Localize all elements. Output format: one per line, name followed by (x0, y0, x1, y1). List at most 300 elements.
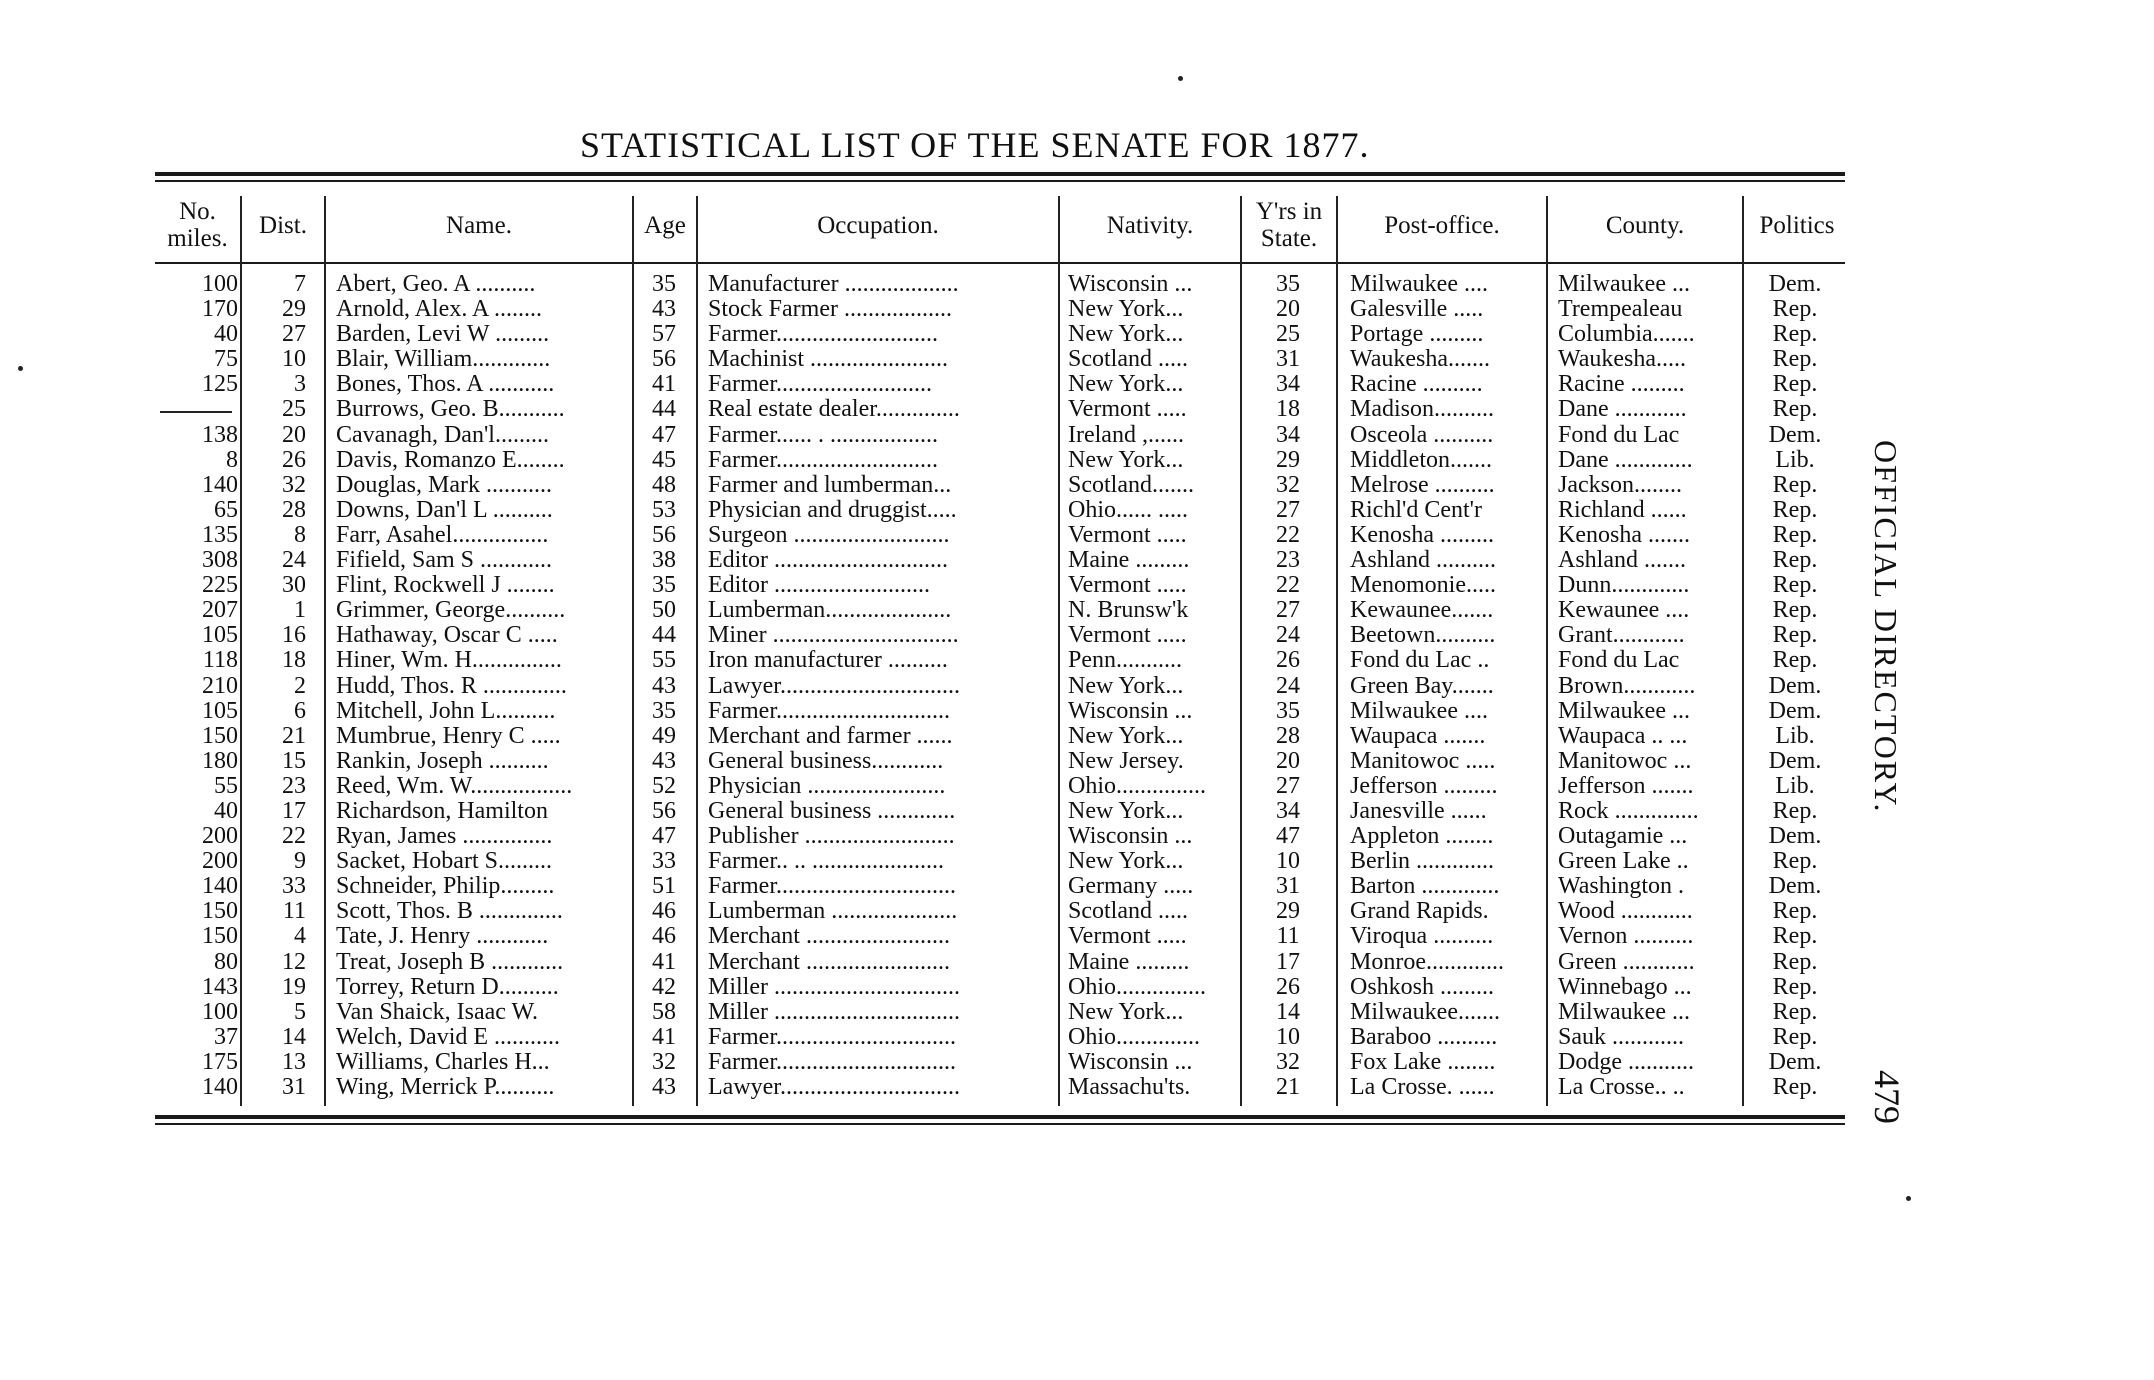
cell-occupation: Real estate dealer.............. (708, 397, 960, 423)
cell-name: Blair, William............. (336, 347, 551, 373)
table-row (0, 824, 1880, 849)
cell-county: Ashland ....... (1558, 548, 1686, 574)
cell-occupation: Miner ............................... (708, 623, 959, 649)
cell-miles: 207 (202, 598, 238, 624)
top-rule-thin (155, 180, 1845, 182)
cell-occupation: Machinist ....................... (708, 347, 948, 373)
cell-dist: 25 (282, 397, 306, 423)
cell-name: Treat, Joseph B ............ (336, 949, 564, 975)
cell-county: Winnebago ... (1558, 974, 1692, 1000)
cell-age: 44 (652, 623, 676, 649)
cell-name: Hudd, Thos. R .............. (336, 673, 567, 699)
cell-name: Flint, Rockwell J ........ (336, 573, 555, 599)
cell-nativity: Vermont ..... (1068, 397, 1187, 423)
cell-years-in-state: 26 (1276, 974, 1300, 1000)
header-miles: No. miles. (167, 198, 228, 252)
cell-post-office: Galesville ..... (1350, 297, 1484, 323)
cell-politics: Rep. (1772, 1024, 1818, 1050)
cell-dist: 16 (282, 623, 306, 649)
cell-occupation: Publisher ......................... (708, 824, 955, 850)
cell-name: Farr, Asahel................ (336, 522, 549, 548)
cell-dist: 9 (294, 849, 306, 875)
cell-age: 56 (652, 347, 676, 373)
cell-years-in-state: 14 (1276, 999, 1300, 1025)
cell-years-in-state: 20 (1276, 748, 1300, 774)
cell-miles: 40 (214, 798, 238, 824)
header-dist: Dist. (259, 211, 307, 239)
cell-name: Sacket, Hobart S......... (336, 849, 552, 875)
cell-name: Fifield, Sam S ............ (336, 548, 553, 574)
cell-county: Columbia....... (1558, 322, 1695, 348)
cell-politics: Rep. (1772, 297, 1818, 323)
cell-years-in-state: 27 (1276, 773, 1300, 799)
senate-table-body (0, 272, 1880, 1100)
cell-nativity: Ireland ,...... (1068, 422, 1184, 448)
cell-dist: 10 (282, 347, 306, 373)
cell-post-office: Manitowoc ..... (1350, 748, 1496, 774)
cell-county: Sauk ............ (1558, 1024, 1684, 1050)
cell-post-office: Menomonie..... (1350, 573, 1496, 599)
cell-post-office: Milwaukee .... (1350, 698, 1488, 724)
cell-politics: Dem. (1768, 1049, 1822, 1075)
cell-politics: Rep. (1772, 924, 1818, 950)
table-row (0, 699, 1880, 724)
print-speck (1906, 1196, 1911, 1201)
cell-occupation: Stock Farmer .................. (708, 297, 952, 323)
cell-miles: 40 (214, 322, 238, 348)
cell-post-office: Barton ............. (1350, 874, 1500, 900)
cell-dist: 3 (294, 372, 306, 398)
cell-politics: Rep. (1772, 472, 1818, 498)
cell-years-in-state: 27 (1276, 598, 1300, 624)
cell-county: Milwaukee ... (1558, 272, 1690, 297)
cell-name: Richardson, Hamilton (336, 798, 548, 824)
cell-occupation: Farmer...... . .................. (708, 422, 938, 448)
cell-dist: 33 (282, 874, 306, 900)
cell-politics: Rep. (1772, 899, 1818, 925)
table-row (0, 423, 1880, 448)
cell-politics: Lib. (1775, 773, 1815, 799)
cell-county: Dunn............. (1558, 573, 1690, 599)
cell-nativity: Ohio............... (1068, 974, 1206, 1000)
cell-county: Green Lake .. (1558, 849, 1689, 875)
cell-dist: 7 (294, 272, 306, 297)
cell-name: Van Shaick, Isaac W. (336, 999, 538, 1025)
print-speck (18, 366, 23, 371)
cell-occupation: Lumberman ..................... (708, 899, 958, 925)
cell-post-office: Milwaukee .... (1350, 272, 1488, 297)
cell-age: 48 (652, 472, 676, 498)
header-name: Name. (446, 211, 512, 239)
cell-occupation: Farmer............................. (708, 698, 950, 724)
cell-nativity: New Jersey. (1068, 748, 1184, 774)
cell-miles: 118 (202, 648, 238, 674)
cell-dist: 30 (282, 573, 306, 599)
cell-age: 43 (652, 748, 676, 774)
cell-years-in-state: 24 (1276, 623, 1300, 649)
cell-age: 45 (652, 447, 676, 473)
cell-nativity: Vermont ..... (1068, 623, 1187, 649)
header-occupation: Occupation. (817, 211, 939, 239)
cell-county: Dodge ........... (1558, 1049, 1694, 1075)
cell-nativity: Vermont ..... (1068, 573, 1187, 599)
cell-dist: 6 (294, 698, 306, 724)
cell-politics: Rep. (1772, 372, 1818, 398)
cell-post-office: Waukesha....... (1350, 347, 1491, 373)
cell-miles: 180 (202, 748, 238, 774)
cell-politics: Lib. (1775, 723, 1815, 749)
cell-dist: 20 (282, 422, 306, 448)
cell-post-office: Kewaunee....... (1350, 598, 1494, 624)
cell-name: Rankin, Joseph .......... (336, 748, 549, 774)
cell-miles: 308 (202, 548, 238, 574)
cell-miles: 210 (202, 673, 238, 699)
cell-dist: 2 (294, 673, 306, 699)
cell-name: Burrows, Geo. B........... (336, 397, 565, 423)
cell-miles: 170 (202, 297, 238, 323)
cell-name: Hathaway, Oscar C ..... (336, 623, 558, 649)
cell-miles: 125 (202, 372, 238, 398)
cell-miles: 225 (202, 573, 238, 599)
cell-age: 51 (652, 874, 676, 900)
cell-county: Manitowoc ... (1558, 748, 1692, 774)
cell-post-office: Beetown.......... (1350, 623, 1496, 649)
cell-post-office: Milwaukee....... (1350, 999, 1500, 1025)
cell-nativity: Scotland ..... (1068, 347, 1188, 373)
cell-occupation: Farmer.............................. (708, 1024, 956, 1050)
cell-name: Arnold, Alex. A ........ (336, 297, 543, 323)
cell-name: Mitchell, John L.......... (336, 698, 556, 724)
cell-county: Waukesha..... (1558, 347, 1687, 373)
cell-name: Scott, Thos. B .............. (336, 899, 563, 925)
cell-county: Jefferson ....... (1558, 773, 1694, 799)
cell-years-in-state: 22 (1276, 573, 1300, 599)
cell-years-in-state: 21 (1276, 1075, 1300, 1100)
header-rule (155, 262, 1845, 264)
cell-occupation: Farmer........................... (708, 447, 938, 473)
table-row (0, 799, 1880, 824)
cell-years-in-state: 28 (1276, 723, 1300, 749)
table-row (0, 899, 1880, 924)
header-years-in-state: Y'rs in State. (1255, 198, 1323, 252)
cell-age: 32 (652, 1049, 676, 1075)
cell-name: Downs, Dan'l L .......... (336, 497, 553, 523)
cell-nativity: New York... (1068, 447, 1184, 473)
cell-occupation: Merchant ........................ (708, 949, 950, 975)
cell-miles: 150 (202, 924, 238, 950)
cell-age: 49 (652, 723, 676, 749)
cell-post-office: Oshkosh ......... (1350, 974, 1495, 1000)
cell-occupation: Iron manufacturer .......... (708, 648, 948, 674)
page-title: STATISTICAL LIST OF THE SENATE FOR 1877. (580, 125, 1370, 165)
cell-county: Milwaukee ... (1558, 698, 1690, 724)
cell-county: Jackson........ (1558, 472, 1682, 498)
table-row (0, 623, 1880, 648)
cell-county: Vernon .......... (1558, 924, 1694, 950)
cell-miles: 175 (202, 1049, 238, 1075)
cell-age: 43 (652, 673, 676, 699)
table-row (0, 849, 1880, 874)
cell-miles: 140 (202, 472, 238, 498)
cell-nativity: New York... (1068, 322, 1184, 348)
cell-years-in-state: 22 (1276, 522, 1300, 548)
cell-age: 53 (652, 497, 676, 523)
cell-post-office: Racine .......... (1350, 372, 1483, 398)
cell-county: Brown............ (1558, 673, 1696, 699)
cell-years-in-state: 18 (1276, 397, 1300, 423)
table-row (0, 322, 1880, 347)
cell-nativity: Massachu'ts. (1068, 1075, 1191, 1100)
cell-politics: Dem. (1768, 824, 1822, 850)
table-row (0, 774, 1880, 799)
cell-occupation: Farmer.. .. ...................... (708, 849, 944, 875)
cell-nativity: New York... (1068, 723, 1184, 749)
cell-county: Fond du Lac (1558, 648, 1680, 674)
cell-politics: Rep. (1772, 648, 1818, 674)
cell-age: 41 (652, 949, 676, 975)
side-heading: OFFICIAL DIRECTORY. (1868, 440, 1904, 814)
cell-name: Ryan, James ............... (336, 824, 553, 850)
cell-nativity: New York... (1068, 372, 1184, 398)
cell-years-in-state: 34 (1276, 798, 1300, 824)
cell-miles: 200 (202, 849, 238, 875)
cell-nativity: Maine ......... (1068, 949, 1190, 975)
table-row (0, 397, 1880, 422)
table-row (0, 1000, 1880, 1025)
cell-years-in-state: 27 (1276, 497, 1300, 523)
cell-occupation: Farmer.............................. (708, 1049, 956, 1075)
cell-name: Barden, Levi W ......... (336, 322, 550, 348)
cell-years-in-state: 32 (1276, 472, 1300, 498)
cell-nativity: N. Brunsw'k (1068, 598, 1189, 624)
cell-dist: 1 (294, 598, 306, 624)
cell-years-in-state: 31 (1276, 347, 1300, 373)
table-row (0, 473, 1880, 498)
cell-politics: Dem. (1768, 698, 1822, 724)
cell-age: 35 (652, 272, 676, 297)
cell-miles: 150 (202, 723, 238, 749)
cell-miles: 100 (202, 272, 238, 297)
cell-age: 56 (652, 522, 676, 548)
cell-county: Milwaukee ... (1558, 999, 1690, 1025)
cell-nativity: Wisconsin ... (1068, 272, 1193, 297)
cell-years-in-state: 34 (1276, 372, 1300, 398)
cell-county: Waupaca .. ... (1558, 723, 1688, 749)
cell-post-office: Monroe............. (1350, 949, 1504, 975)
table-row (0, 297, 1880, 322)
cell-name: Torrey, Return D.......... (336, 974, 559, 1000)
cell-name: Mumbrue, Henry C ..... (336, 723, 561, 749)
cell-years-in-state: 26 (1276, 648, 1300, 674)
cell-county: Kewaunee .... (1558, 598, 1690, 624)
cell-miles: 140 (202, 1075, 238, 1100)
cell-nativity: Scotland ..... (1068, 899, 1188, 925)
cell-age: 35 (652, 573, 676, 599)
cell-occupation: Manufacturer ................... (708, 272, 959, 297)
cell-dist: 4 (294, 924, 306, 950)
cell-occupation: Physician and druggist..... (708, 497, 957, 523)
cell-post-office: Richl'd Cent'r (1350, 497, 1482, 523)
cell-nativity: Ohio...... ..... (1068, 497, 1188, 523)
table-row (0, 1050, 1880, 1075)
top-rule-thick (155, 172, 1845, 176)
cell-name: Welch, David E ........... (336, 1024, 561, 1050)
cell-age: 35 (652, 698, 676, 724)
cell-occupation: Farmer.............................. (708, 874, 956, 900)
cell-county: Outagamie ... (1558, 824, 1688, 850)
cell-occupation: Physician ....................... (708, 773, 946, 799)
cell-name: Williams, Charles H... (336, 1049, 550, 1075)
page-number: 479 (1867, 1070, 1907, 1124)
print-speck (1178, 76, 1183, 81)
cell-dist: 24 (282, 548, 306, 574)
table-row (0, 498, 1880, 523)
cell-name: Douglas, Mark ........... (336, 472, 552, 498)
table-row (0, 347, 1880, 372)
cell-miles: 138 (202, 422, 238, 448)
cell-years-in-state: 23 (1276, 548, 1300, 574)
cell-dist: 8 (294, 522, 306, 548)
cell-name: Schneider, Philip......... (336, 874, 555, 900)
cell-post-office: Middleton....... (1350, 447, 1492, 473)
cell-occupation: Merchant ........................ (708, 924, 950, 950)
cell-politics: Dem. (1768, 272, 1822, 297)
cell-nativity: Vermont ..... (1068, 522, 1187, 548)
cell-occupation: Lawyer.............................. (708, 673, 960, 699)
cell-nativity: Penn........... (1068, 648, 1182, 674)
cell-post-office: Melrose .......... (1350, 472, 1495, 498)
cell-occupation: Editor ............................. (708, 548, 948, 574)
table-row (0, 648, 1880, 673)
cell-miles: 105 (202, 623, 238, 649)
cell-county: Racine ......... (1558, 372, 1685, 398)
cell-post-office: Madison.......... (1350, 397, 1494, 423)
cell-post-office: Viroqua .......... (1350, 924, 1494, 950)
cell-miles: 150 (202, 899, 238, 925)
cell-post-office: Baraboo .......... (1350, 1024, 1498, 1050)
table-row (0, 573, 1880, 598)
table-row (0, 674, 1880, 699)
cell-county: Grant............ (1558, 623, 1685, 649)
cell-post-office: Waupaca ....... (1350, 723, 1486, 749)
cell-post-office: Berlin ............. (1350, 849, 1494, 875)
cell-politics: Rep. (1772, 573, 1818, 599)
cell-age: 47 (652, 824, 676, 850)
cell-age: 52 (652, 773, 676, 799)
table-row (0, 523, 1880, 548)
cell-age: 42 (652, 974, 676, 1000)
cell-occupation: Miller ............................... (708, 974, 960, 1000)
cell-politics: Rep. (1772, 497, 1818, 523)
cell-politics: Dem. (1768, 673, 1822, 699)
table-row (0, 1025, 1880, 1050)
cell-age: 56 (652, 798, 676, 824)
cell-politics: Dem. (1768, 748, 1822, 774)
cell-age: 41 (652, 372, 676, 398)
cell-years-in-state: 35 (1276, 698, 1300, 724)
cell-nativity: Wisconsin ... (1068, 1049, 1193, 1075)
cell-post-office: Green Bay....... (1350, 673, 1494, 699)
cell-nativity: Maine ......... (1068, 548, 1190, 574)
cell-years-in-state: 25 (1276, 322, 1300, 348)
cell-politics: Rep. (1772, 623, 1818, 649)
cell-dist: 15 (282, 748, 306, 774)
header-age: Age (644, 211, 686, 239)
cell-years-in-state: 31 (1276, 874, 1300, 900)
cell-age: 43 (652, 1075, 676, 1100)
cell-dist: 11 (282, 899, 306, 925)
cell-name: Tate, J. Henry ............ (336, 924, 549, 950)
cell-occupation: Merchant and farmer ...... (708, 723, 953, 749)
cell-age: 46 (652, 924, 676, 950)
cell-nativity: New York... (1068, 849, 1184, 875)
cell-occupation: Surgeon .......................... (708, 522, 950, 548)
cell-age: 55 (652, 648, 676, 674)
cell-post-office: Kenosha ......... (1350, 522, 1494, 548)
cell-dist: 13 (282, 1049, 306, 1075)
cell-county: Green ............ (1558, 949, 1695, 975)
cell-years-in-state: 10 (1276, 849, 1300, 875)
table-row (0, 749, 1880, 774)
cell-dist: 26 (282, 447, 306, 473)
cell-dist: 21 (282, 723, 306, 749)
cell-years-in-state: 10 (1276, 1024, 1300, 1050)
cell-years-in-state: 24 (1276, 673, 1300, 699)
cell-years-in-state: 34 (1276, 422, 1300, 448)
header-post-office: Post-office. (1384, 211, 1500, 239)
table-row (0, 950, 1880, 975)
cell-occupation: Farmer........................... (708, 322, 938, 348)
cell-name: Abert, Geo. A .......... (336, 272, 536, 297)
cell-miles: 200 (202, 824, 238, 850)
table-row (0, 448, 1880, 473)
cell-years-in-state: 35 (1276, 272, 1300, 297)
cell-miles: 37 (214, 1024, 238, 1050)
cell-dist: 14 (282, 1024, 306, 1050)
table-row (0, 548, 1880, 573)
cell-politics: Rep. (1772, 598, 1818, 624)
cell-post-office: Osceola .......... (1350, 422, 1494, 448)
cell-years-in-state: 20 (1276, 297, 1300, 323)
header-county: County. (1605, 211, 1685, 239)
table-row (0, 372, 1880, 397)
cell-miles: 8 (226, 447, 238, 473)
cell-politics: Rep. (1772, 522, 1818, 548)
cell-county: Rock .............. (1558, 798, 1699, 824)
cell-post-office: Jefferson ......... (1350, 773, 1498, 799)
cell-politics: Rep. (1772, 347, 1818, 373)
cell-post-office: Grand Rapids. (1350, 899, 1489, 925)
cell-county: Kenosha ....... (1558, 522, 1690, 548)
cell-age: 44 (652, 397, 676, 423)
cell-occupation: Farmer.......................... (708, 372, 932, 398)
cell-politics: Rep. (1772, 798, 1818, 824)
cell-county: Dane ............ (1558, 397, 1687, 423)
cell-occupation: General business ............. (708, 798, 956, 824)
cell-dist: 27 (282, 322, 306, 348)
cell-nativity: Germany ..... (1068, 874, 1194, 900)
cell-name: Grimmer, George.......... (336, 598, 566, 624)
cell-nativity: Scotland....... (1068, 472, 1194, 498)
cell-politics: Dem. (1768, 422, 1822, 448)
cell-occupation: Editor .......................... (708, 573, 930, 599)
cell-dist: 29 (282, 297, 306, 323)
cell-dist: 22 (282, 824, 306, 850)
cell-occupation: Farmer and lumberman... (708, 472, 952, 498)
cell-county: Wood ............ (1558, 899, 1693, 925)
cell-nativity: New York... (1068, 673, 1184, 699)
table-row (0, 1075, 1880, 1100)
